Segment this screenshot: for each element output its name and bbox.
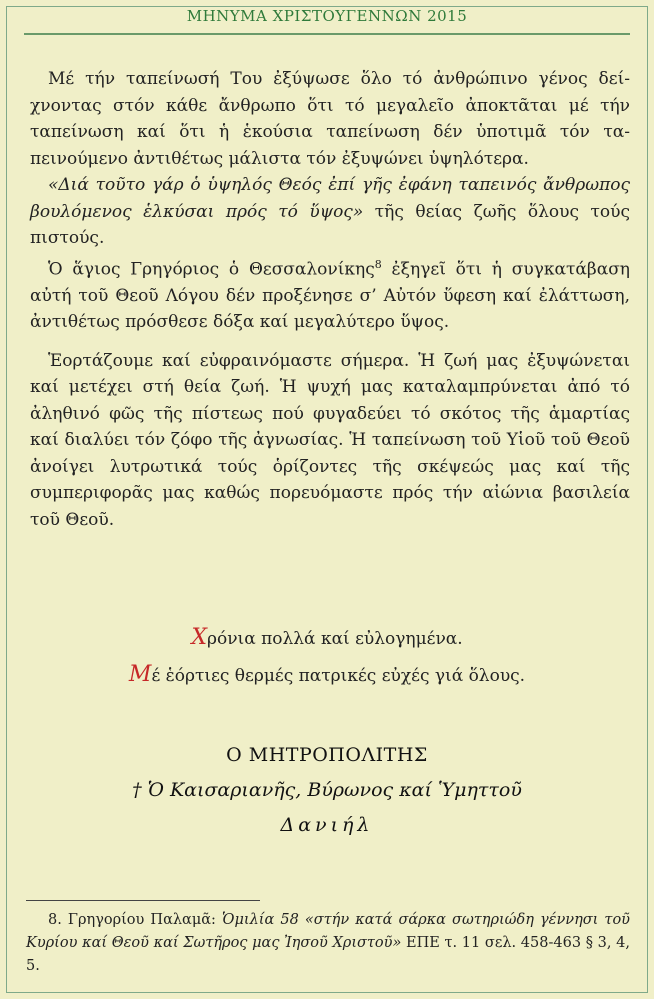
signature-block: [0, 738, 654, 842]
greeting-line-2-text: έ ἑόρτιες θερμές πατρικές εὐχές γιά ὅλους.: [151, 666, 526, 686]
signature-see: † Ὁ Καισαριανῆς, Βύρωνος καί Ὑμηττοῦ: [132, 779, 522, 801]
footnote-ref: 8: [374, 257, 382, 271]
footnote-label: 8. Γρηγορίου Παλαμᾶ:: [48, 912, 223, 928]
footnote-rule: [26, 900, 260, 901]
footnote-quote: Ὁμιλία 58 «στήν κατά σάρκα σωτηριώδη γέννησι τοῦ Κυρίου καί Θεοῦ καί Σωτῆρος μας Ἰησοῦ Χριστοῦ»: [26, 912, 631, 951]
signature-name: Δανιήλ: [280, 814, 374, 836]
paragraph-2: [30, 172, 630, 252]
paragraph-3-rest: ἐξηγεῖ ὅτι ἡ συγκατάβαση αὐτή τοῦ Θεοῦ Λόγου δέν προξένησε σ’ Αὐτόν ὕφεση καί ἐλάττωση, ἀντιθέτως πρόσθεσε δόξα καί μεγαλύτερο ὕψος.: [30, 259, 630, 333]
red-initial-2: Μ: [128, 662, 152, 687]
paragraph-2-rest: τῆς θείας ζωῆς ὅλους τούς πιστούς.: [30, 201, 630, 248]
footnote: [26, 909, 630, 978]
footnote-rest: ΕΠΕ τ. 11 σελ. 458-463 § 3, 4, 5.: [26, 935, 630, 974]
page-header: ΜΗΝΥΜΑ ΧΡΙΣΤΟΥΓΕΝΝΩΝ 2015: [186, 7, 468, 25]
greeting-line-1: [0, 620, 654, 657]
main-text: [30, 66, 630, 533]
paragraph-3: [30, 252, 630, 336]
greetings: [0, 620, 654, 694]
paragraph-3-start: Ὁ ἅγιος Γρηγόριος ὁ Θεσσαλονίκης: [48, 259, 375, 280]
red-initial-1: Χ: [191, 625, 207, 650]
signature-title: Ο ΜΗΤΡΟΠΟΛΙΤΗΣ: [226, 744, 428, 766]
header-rule: [24, 33, 630, 35]
paragraph-4: Ἑορτάζουμε καί εὐφραινόμαστε σήμερα. Ἡ ζωή μας ἐξυψώνεται καί μετέχει στή θεία ζωή. Ἡ ψυχή μας καταλαμπρύνεται ἀπό τό ἀληθινό φῶς τῆς πίστεως πού φυγαδεύει τό σκότος τῆς ἁμαρτίας καί διαλύει τόν ζόφο τῆς ἀγνωσίας. Ἡ ταπείνωση τοῦ Υἱοῦ τοῦ Θεοῦ ἀνοίγει λυτρωτικά τούς ὁρίζοντες τῆς σκέψεώς μας καί τῆς συμπεριφορᾶς μας καθώς πορευόμαστε πρός τήν αἰώνια βασιλεία τοῦ Θεοῦ.: [30, 350, 630, 530]
greeting-line-2: [0, 657, 654, 694]
greeting-line-1-text: ρόνια πολλά καί εὐλογημένα.: [206, 629, 463, 649]
paragraph-1: Μέ τήν ταπείνωσή Του ἐξύψωσε ὅλο τό ἀνθρώπινο γένος δείχνοντας στόν κάθε ἄνθρωπο ὅτι τό μεγαλεῖο ἀποκτᾶται μέ τήν ταπείνωση καί ὅτι ἡ ἑκούσια ταπείνωση δέν ὑποτιμᾶ τόν ταπεινούμενο ἀντιθέτως μάλιστα τόν ἐξυψώνει ὑψηλότερα.: [30, 69, 630, 169]
patristic-quote: «Διά τοῦτο γάρ ὁ ὑψηλός Θεός ἐπί γῆς ἐφάνη ταπεινός ἄνθρωπος βουλόμενος ἑλκύσαι πρός τό ὕψος»: [30, 175, 630, 222]
